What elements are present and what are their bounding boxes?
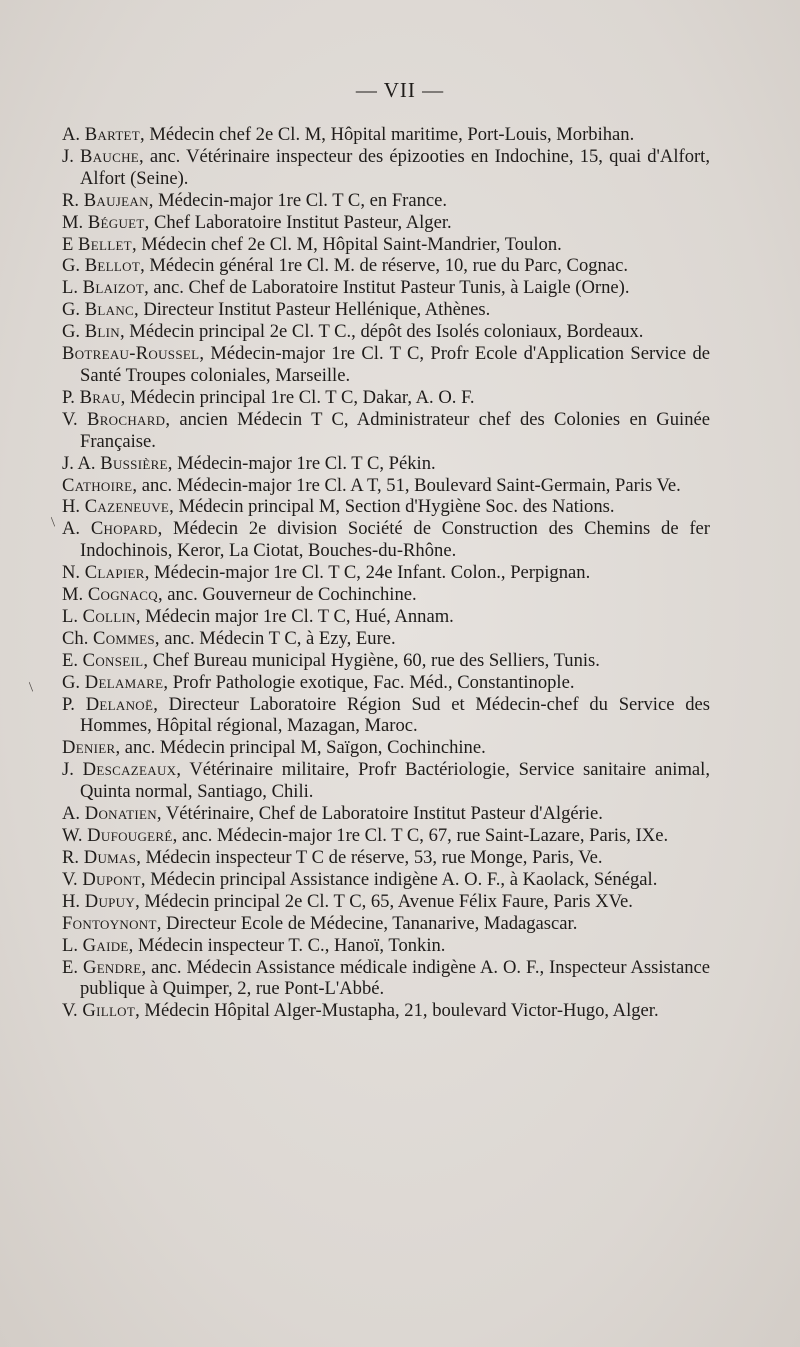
name-list [62, 124, 710, 1022]
entry-details: , Chef Bureau municipal Hygiène, 60, rue des Selliers, Tunis. [143, 649, 600, 671]
entry-surname: Gendre [82, 956, 142, 978]
pencil-mark: / [47, 515, 60, 530]
list-item [62, 913, 710, 935]
list-item [62, 387, 710, 409]
entry-initial: G. [62, 299, 81, 321]
entry-details: , Médecin-major 1re Cl. T C, 24e Infant. Colon., Perpignan. [144, 562, 591, 584]
list-item [62, 606, 710, 628]
list-item [62, 453, 710, 475]
entry-surname: Gaide [82, 934, 129, 956]
entry-surname: Bauche [80, 145, 140, 167]
list-item [62, 518, 710, 561]
entry-initial: L. [62, 277, 79, 299]
entry-surname: Donatien [84, 803, 157, 825]
entry-initial: L. [62, 934, 79, 956]
entry-surname: Delamare [84, 671, 164, 693]
entry-surname: Bussière [100, 452, 168, 474]
entry-details: , anc. Médecin-major 1re Cl. T C, 67, rue Saint-Lazare, Paris, IXe. [172, 825, 669, 846]
entry-details: , Directeur Institut Pasteur Hellénique, Athènes. [134, 299, 491, 321]
entry-initial: J. [62, 759, 74, 781]
entry-surname: Brau [79, 386, 121, 408]
entry-initial: J. [62, 145, 74, 167]
entry-initial: E. [62, 956, 79, 978]
entry-initial: V. [62, 1000, 78, 1022]
list-item [62, 935, 710, 957]
list-item [62, 957, 710, 1000]
entry-surname: Delanoë [85, 693, 154, 715]
entry-initial: G. [62, 321, 81, 343]
entry-initial: H. [62, 890, 81, 912]
entry-surname: Chopard [90, 518, 158, 540]
entry-initial: A. [62, 518, 81, 540]
entry-details: , Vétérinaire militaire, Profr Bactériologie, Service sanitaire animal, Quinta normal, Santiago, Chili. [80, 759, 710, 803]
entry-surname: Botreau-Roussel [62, 343, 200, 365]
list-item [62, 343, 710, 386]
entry-surname: Bellet [78, 233, 132, 255]
list-item [62, 759, 710, 802]
entry-details: , anc. Médecin Assistance médicale indigène A. O. F., Inspecteur Assistance publique à Quimper, 2, rue Pont-L'Abbé. [80, 956, 710, 1000]
entry-initial: J. A. [62, 452, 96, 474]
entry-surname: Descazeaux [82, 759, 177, 781]
pencil-mark: / [25, 680, 38, 695]
entry-details: , anc. Médecin principal M, Saïgon, Cochinchine. [115, 737, 486, 759]
entry-initial: Ch. [62, 627, 89, 649]
entry-details: , Médecin inspecteur T. C., Hanoï, Tonkin. [128, 934, 446, 956]
entry-surname: Dumas [83, 846, 137, 868]
entry-details: , Médecin-major 1re Cl. T C, en France. [148, 189, 448, 211]
entry-surname: Cathoire [62, 474, 133, 496]
entry-details: , Médecin chef 2e Cl. M, Hôpital Saint-Mandrier, Toulon. [131, 233, 562, 255]
entry-initial: G. [62, 255, 81, 277]
list-item [62, 869, 710, 891]
entry-details: , Médecin principal M, Section d'Hygiène Soc. des Nations. [169, 496, 615, 518]
entry-details: , ancien Médecin T C, Administrateur chef des Colonies en Guinée Française. [80, 408, 710, 452]
entry-details: , Médecin inspecteur T C de réserve, 53, rue Monge, Paris, Ve. [136, 846, 603, 868]
entry-initial: M. [62, 584, 84, 606]
entry-initial: R. [62, 189, 80, 211]
entry-details: , Profr Pathologie exotique, Fac. Méd., Constantinople. [163, 671, 575, 693]
list-item [62, 672, 710, 694]
entry-surname: Conseil [82, 649, 144, 671]
entry-surname: Dupuy [84, 890, 136, 912]
list-item [62, 737, 710, 759]
entry-surname: Brochard [87, 408, 166, 430]
entry-initial: E. [62, 649, 79, 671]
entry-surname: Commes [93, 627, 155, 649]
entry-surname: Blin [84, 321, 120, 343]
list-item [62, 891, 710, 913]
entry-details: , Chef Laboratoire Institut Pasteur, Alger. [144, 211, 452, 233]
entry-details: , Médecin chef 2e Cl. M, Hôpital maritime, Port-Louis, Morbihan. [140, 124, 635, 145]
entry-details: , anc. Médecin-major 1re Cl. A T, 51, Boulevard Saint-Germain, Paris Ve. [132, 474, 681, 496]
entry-details: , Directeur Laboratoire Région Sud et Médecin-chef du Service des Hommes, Hôpital régional, Mazagan, Maroc. [80, 693, 711, 737]
entry-details: , Médecin major 1re Cl. T C, Hué, Annam. [135, 605, 454, 627]
list-item [62, 496, 710, 518]
list-item [62, 146, 710, 189]
entry-details: , Médecin principal 2e Cl. T C., dépôt des Isolés coloniaux, Bordeaux. [120, 321, 644, 343]
list-item [62, 299, 710, 321]
list-item [62, 124, 710, 146]
list-item [62, 321, 710, 343]
page-number: — VII — [355, 78, 445, 102]
entry-surname: Fontoynont [62, 912, 157, 934]
entry-details: , Médecin principal 2e Cl. T C, 65, Avenue Félix Faure, Paris XVe. [135, 890, 633, 912]
entry-initial: W. [62, 825, 83, 846]
entry-initial: P. [62, 693, 75, 715]
entry-initial: L. [62, 605, 79, 627]
entry-details: , anc. Chef de Laboratoire Institut Pasteur Tunis, à Laigle (Orne). [144, 277, 630, 299]
entry-initial: V. [62, 408, 78, 430]
entry-surname: Denier [62, 737, 116, 759]
entry-initial: A. [62, 124, 81, 145]
entry-details: , anc. Vétérinaire inspecteur des épizooties en Indochine, 15, quai d'Alfort, Alfort (Seine). [80, 145, 710, 189]
entry-initial: P. [62, 386, 75, 408]
list-item [62, 409, 710, 452]
entry-surname: Blaizot [82, 277, 145, 299]
entry-details: , Médecin 2e division Société de Construction des Chemins de fer Indochinois, Keror, La Ciotat, Bouches-du-Rhône. [80, 518, 710, 562]
entry-details: , Médecin-major 1re Cl. T C, Profr Ecole d'Application Service de Santé Troupes coloniales, Marseille. [80, 343, 710, 386]
entry-surname: Blanc [84, 299, 135, 321]
entry-initial: G. [62, 671, 81, 693]
list-item [62, 255, 710, 277]
entry-details: , Directeur Ecole de Médecine, Tananarive, Madagascar. [156, 912, 578, 934]
entry-details: , anc. Gouverneur de Cochinchine. [157, 584, 417, 606]
entry-initial: M. [62, 211, 84, 233]
list-item [62, 628, 710, 650]
entry-surname: Dupont [82, 868, 141, 890]
list-item [62, 847, 710, 869]
list-item [62, 212, 710, 234]
list-item [62, 803, 710, 825]
entry-initial: N. [62, 562, 81, 584]
entry-initial: A. [62, 803, 81, 825]
list-item [62, 190, 710, 212]
entry-details: , Médecin principal Assistance indigène A. O. F., à Kaolack, Sénégal. [140, 868, 658, 890]
entry-details: , Médecin principal 1re Cl. T C, Dakar, A. O. F. [120, 386, 475, 408]
entry-surname: Dufougeré [87, 825, 173, 846]
entry-surname: Cognacq [87, 584, 158, 606]
entry-surname: Bartet [84, 124, 141, 145]
list-item [62, 694, 710, 737]
entry-initial: H. [62, 496, 81, 518]
entry-details: , Médecin-major 1re Cl. T C, Pékin. [167, 452, 436, 474]
list-item [62, 825, 710, 847]
entry-surname: Collin [82, 605, 136, 627]
entry-surname: Béguet [87, 211, 145, 233]
entry-initial: V. [62, 868, 78, 890]
entry-surname: Baujean [83, 189, 149, 211]
list-item [62, 650, 710, 672]
list-item [62, 475, 710, 497]
entry-surname: Gillot [82, 1000, 136, 1022]
entry-details: , Médecin Hôpital Alger-Mustapha, 21, boulevard Victor-Hugo, Alger. [135, 1000, 659, 1022]
entry-details: , anc. Médecin T C, à Ezy, Eure. [154, 627, 396, 649]
entry-surname: Cazeneuve [84, 496, 170, 518]
list-item [62, 584, 710, 606]
entry-initial: R. [62, 846, 80, 868]
entry-initial: E [62, 233, 74, 255]
list-item [62, 277, 710, 299]
entry-details: , Médecin général 1re Cl. M. de réserve, 10, rue du Parc, Cognac. [140, 255, 629, 277]
entry-surname: Bellot [84, 255, 141, 277]
entry-surname: Clapier [84, 562, 145, 584]
list-item [62, 1000, 710, 1022]
entry-details: , Vétérinaire, Chef de Laboratoire Institut Pasteur d'Algérie. [156, 803, 603, 825]
list-item [62, 234, 710, 256]
list-item [62, 562, 710, 584]
